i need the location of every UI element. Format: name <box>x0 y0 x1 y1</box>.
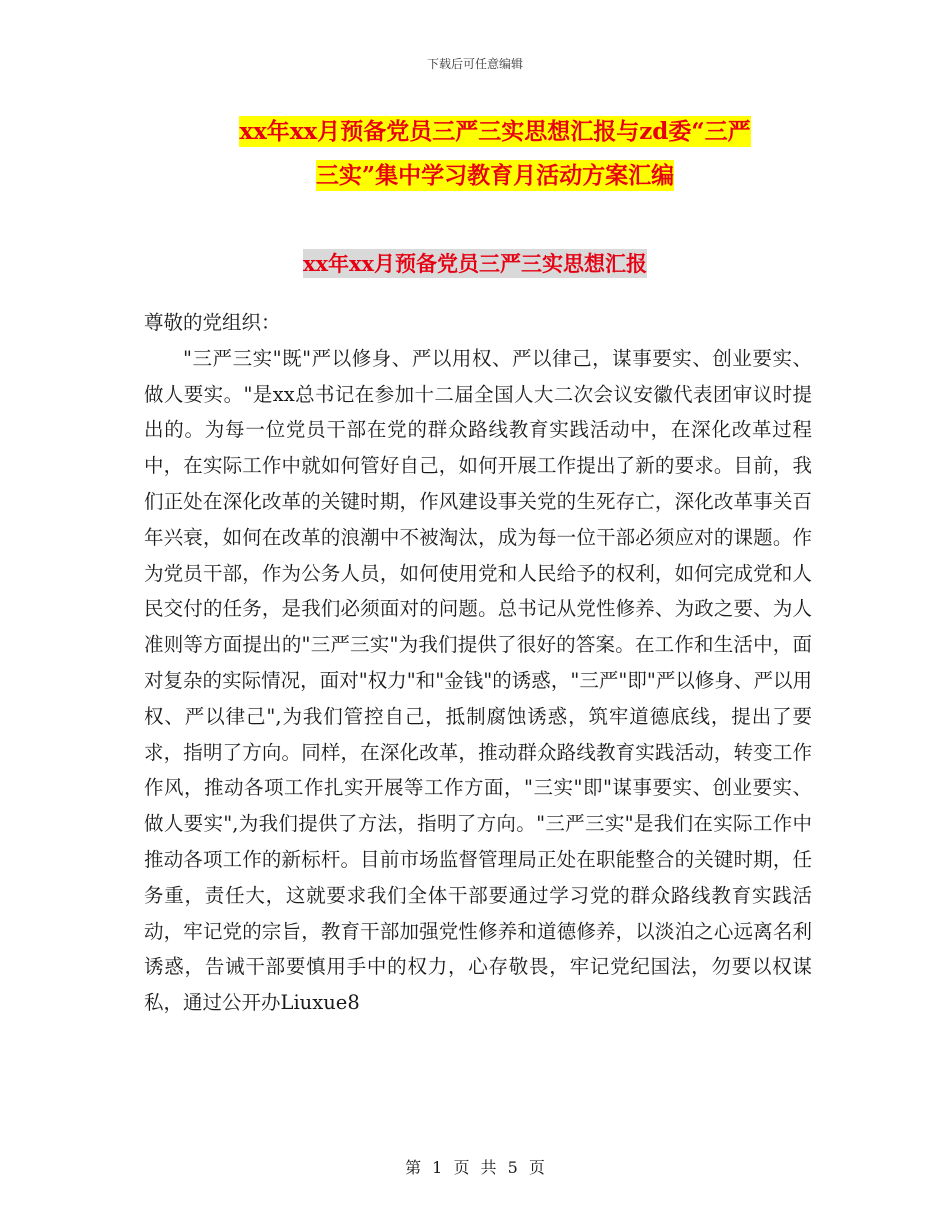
body-text <box>144 305 812 1021</box>
section-title <box>0 248 950 280</box>
document-title-line2: 三实”集中学习教育月活动方案汇编 <box>315 162 675 189</box>
salutation: 尊敬的党组织： <box>144 311 281 334</box>
page-footer: 第 1 页 共 5 页 <box>405 1158 545 1177</box>
document-title <box>150 110 840 198</box>
page-header-note: 下载后可任意编辑 <box>426 57 523 71</box>
body-paragraph: "三严三实"既"严以修身、严以用权、严以律己，谋事要实、创业要实、做人要实。"是xx总书记在参加十二届全国人大二次会议安徽代表团审议时提出的。为每一位党员干部在党的群众路线教育实践活动中，在深化改革过程中，在实际工作中就如何管好自己，如何开展工作提出了新的要求。目前，我们正处在深化改革的关键时期，作风建设事关党的生死存亡，深化改革事关百年兴衰，如何在改革的浪潮中不被淘汰，成为每一位干部必须应对的课题。作为党员干部，作为公务人员，如何使用党和人民给予的权利，如何完成党和人民交付的任务，是我们必须面对的问题。总书记从党性修养、为政之要、为人准则等方面提出的"三严三实"为我们提供了很好的答案。在工作和生活中，面对复杂的实际情况，面对"权力"和"金钱"的诱惑，"三严"即"严以修身、严以用权、严以律己",为我们管控自己，抵制腐蚀诱惑，筑牢道德底线，提出了要求，指明了方向。同样，在深化改革，推动群众路线教育实践活动，转变工作作风，推动各项工作扎实开展等工作方面，"三实"即"谋事要实、创业要实、做人要实",为我们提供了方法，指明了方向。"三严三实"是我们在实际工作中推动各项工作的新标杆。目前市场监督管理局正处在职能整合的关键时期，任务重，责任大，这就要求我们全体干部要通过学习党的群众路线教育实践活动，牢记党的宗旨，教育干部加强党性修养和道德修养，以淡泊之心远离名利诱惑，告诫干部要慎用手中的权力，心存敬畏，牢记党纪国法，勿要以权谋私，通过公开办Liuxue8 <box>144 346 812 1015</box>
section-title-text: xx年xx月预备党员三严三实思想汇报 <box>302 251 648 276</box>
document-title-line1: xx年xx月预备党员三严三实思想汇报与zd委“三严 <box>239 118 751 145</box>
